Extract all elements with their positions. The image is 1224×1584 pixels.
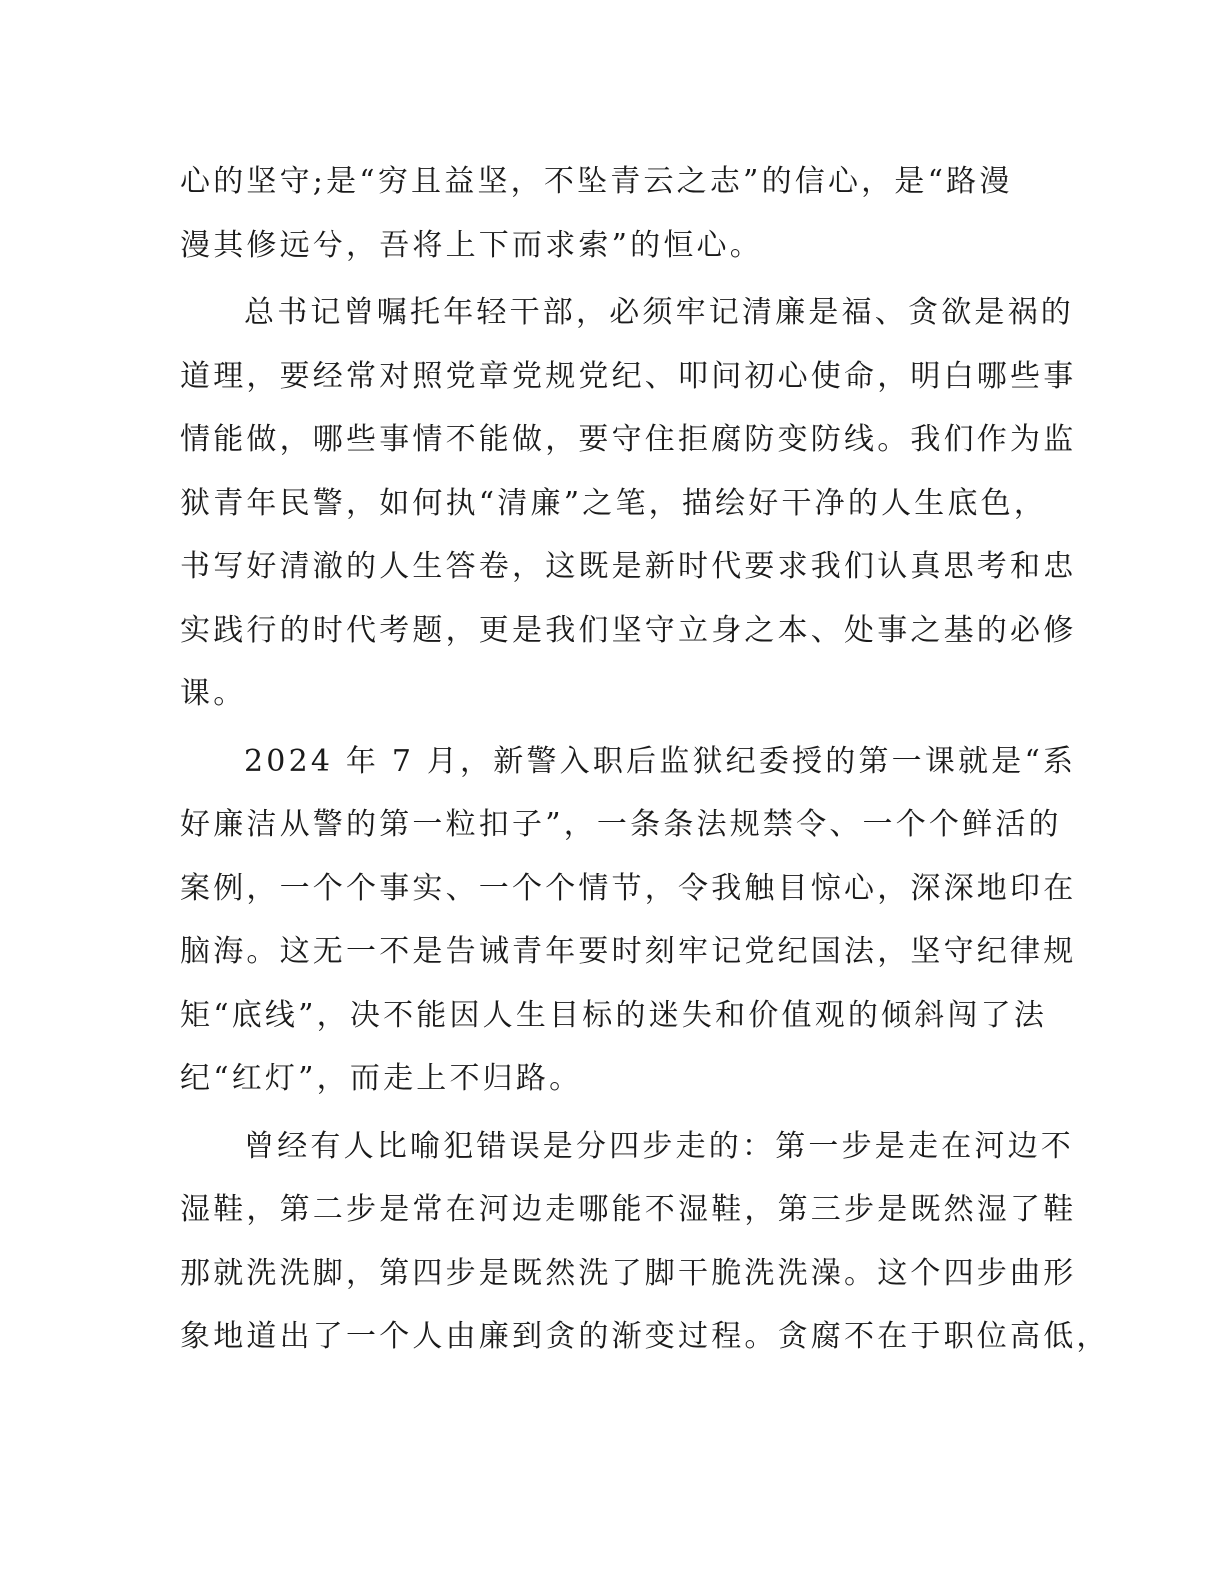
text-line: 漫其修远兮，吾将上下而求索”的恒心。 [180, 227, 763, 263]
text-line: 案例，一个个事实、一个个情节，令我触目惊心，深深地印在 [180, 870, 1077, 906]
paragraph-2 [180, 281, 1077, 726]
text-line: 矩“底线”，决不能因人生目标的迷失和价值观的倾斜闯了法 [180, 997, 1048, 1033]
text-line: 课。 [180, 676, 247, 711]
text-line: 纪“红灯”，而走上不归路。 [180, 1061, 583, 1096]
text-line: 2024 年 7 月，新警入职后监狱纪委授的第一课就是“系 [244, 743, 1077, 779]
paragraph-1 [180, 150, 1045, 277]
text-line: 情能做，哪些事情不能做，要守住拒腐防变防线。我们作为监 [180, 422, 1077, 457]
text-line: 狱青年民警，如何执“清廉”之笔，描绘好干净的人生底色， [180, 485, 1048, 521]
text-line: 总书记曾嘱托年轻干部，必须牢记清廉是福、贪欲是祸的 [244, 295, 1074, 330]
text-line: 道理，要经常对照党章党规党纪、叩问初心使命，明白哪些事 [180, 358, 1077, 394]
text-line: 实践行的时代考题，更是我们坚守立身之本、处事之基的必修 [180, 612, 1077, 648]
text-line: 湿鞋，第二步是常在河边走哪能不湿鞋，第三步是既然湿了鞋 [180, 1192, 1077, 1227]
text-line: 脑海。这无一不是告诫青年要时刻牢记党纪国法，坚守纪律规 [180, 934, 1077, 969]
text-line: 那就洗洗脚，第四步是既然洗了脚干脆洗洗澡。这个四步曲形 [180, 1255, 1077, 1291]
paragraph-3 [180, 730, 1077, 1111]
body-text [180, 150, 1110, 1373]
text-line: 好廉洁从警的第一粒扣子”，一条条法规禁令、一个个鲜活的 [180, 807, 1062, 842]
text-line: 象地道出了一个人由廉到贪的渐变过程。贪腐不在于职位高低， [180, 1319, 1110, 1354]
paragraph-4 [180, 1115, 1110, 1369]
text-line: 心的坚守;是“穷且益坚，不坠青云之志”的信心，是“路漫 [180, 164, 1013, 199]
text-line: 书写好清澈的人生答卷，这既是新时代要求我们认真思考和忠 [180, 549, 1077, 584]
text-line: 曾经有人比喻犯错误是分四步走的：第一步是走在河边不 [244, 1128, 1074, 1164]
